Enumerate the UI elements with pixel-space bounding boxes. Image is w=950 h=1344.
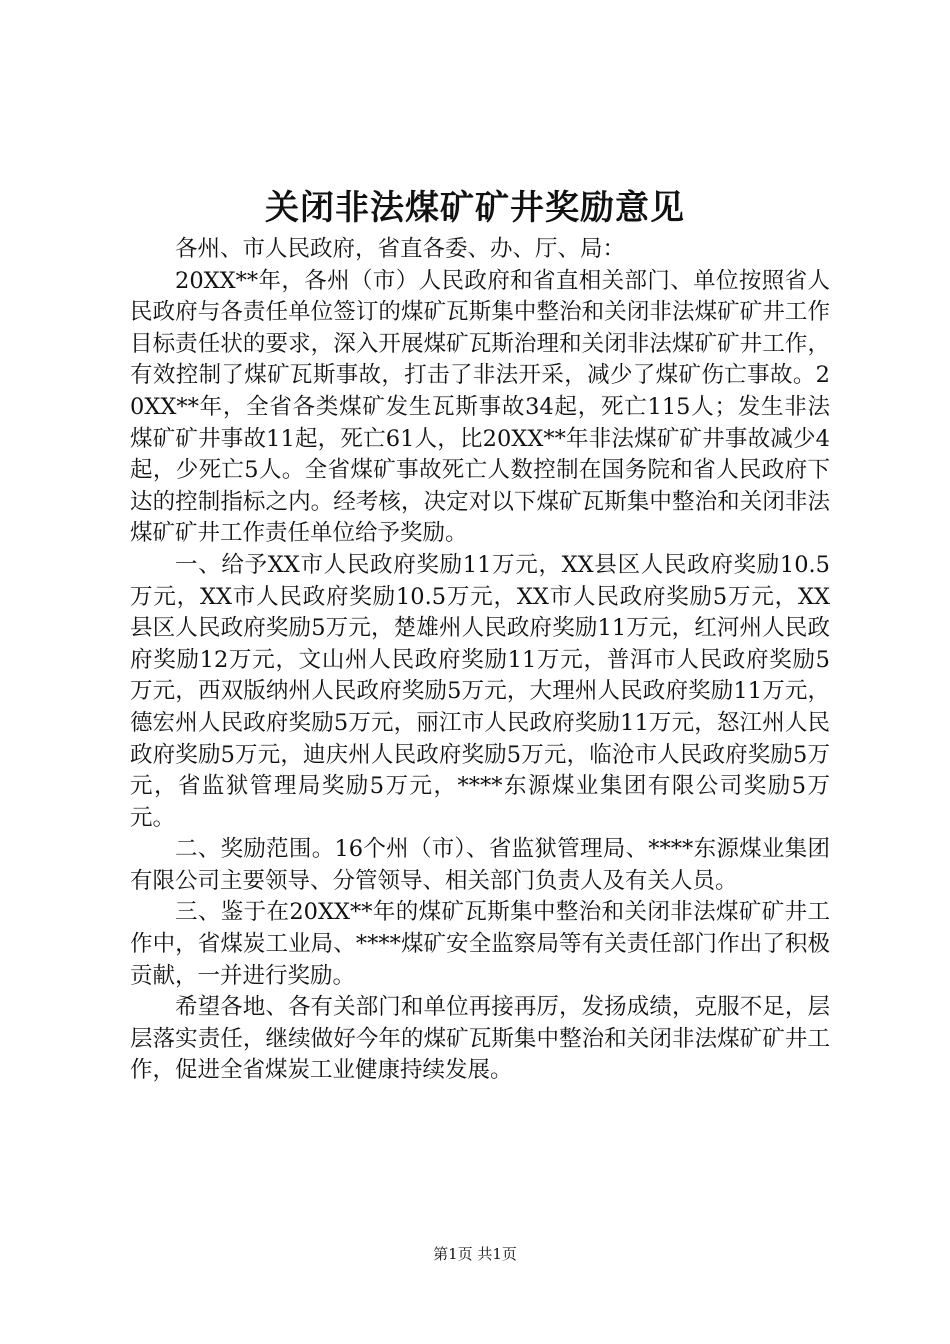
summary-paragraph: 20XX**年，各州（市）人民政府和省直相关部门、单位按照省人民政府与各责任单位签订的煤矿瓦斯集中整治和关闭非法煤矿矿井工作目标责任状的要求，深入开展煤矿瓦斯治理和关闭非法煤矿矿井工作，有效控制了煤矿瓦斯事故，打击了非法开采，减少了煤矿伤亡事故。20XX**年，全省各类煤矿发生瓦斯事故34起，死亡115人；发生非法煤矿矿井事故11起，死亡61人，比20XX**年非法煤矿矿井事故减少4起，少死亡5人。全省煤矿事故死亡人数控制在国务院和省人民政府下达的控制指标之内。经考核，决定对以下煤矿瓦斯集中整治和关闭非法煤矿矿井工作责任单位给予奖励。 [130, 267, 830, 547]
document-body [130, 234, 830, 1087]
salutation-paragraph: 各州、市人民政府，省直各委、办、厅、局： [175, 236, 626, 262]
reward-scope-paragraph: 二、奖励范围。16个州（市）、省监狱管理局、****东源煤业集团有限公司主要领导、分管领导、相关部门负责人及有关人员。 [130, 836, 830, 894]
document-title: 关闭非法煤矿矿井奖励意见 [265, 188, 685, 228]
page-footer: 第1页 共1页 [433, 1245, 517, 1263]
closing-paragraph: 希望各地、各有关部门和单位再接再厉，发扬成绩，克服不足，层层落实责任，继续做好今年的煤矿瓦斯集中整治和关闭非法煤矿矿井工作，促进全省煤炭工业健康持续发展。 [130, 994, 830, 1084]
department-reward-paragraph: 三、鉴于在20XX**年的煤矿瓦斯集中整治和关闭非法煤矿矿井工作中，省煤炭工业局、****煤矿安全监察局等有关责任部门作出了积极贡献，一并进行奖励。 [130, 899, 830, 989]
reward-list-paragraph: 一、给予XX市人民政府奖励11万元，XX县区人民政府奖励10.5万元，XX市人民政府奖励10.5万元，XX市人民政府奖励5万元，XX县区人民政府奖励5万元，楚雄州人民政府奖励11万元，红河州人民政府奖励12万元，文山州人民政府奖励11万元，普洱市人民政府奖励5万元，西双版纳州人民政府奖励5万元，大理州人民政府奖励11万元，德宏州人民政府奖励5万元，丽江市人民政府奖励11万元，怒江州人民政府奖励5万元，迪庆州人民政府奖励5万元，临沧市人民政府奖励5万元，省监狱管理局奖励5万元，****东源煤业集团有限公司奖励5万元。 [130, 551, 830, 831]
